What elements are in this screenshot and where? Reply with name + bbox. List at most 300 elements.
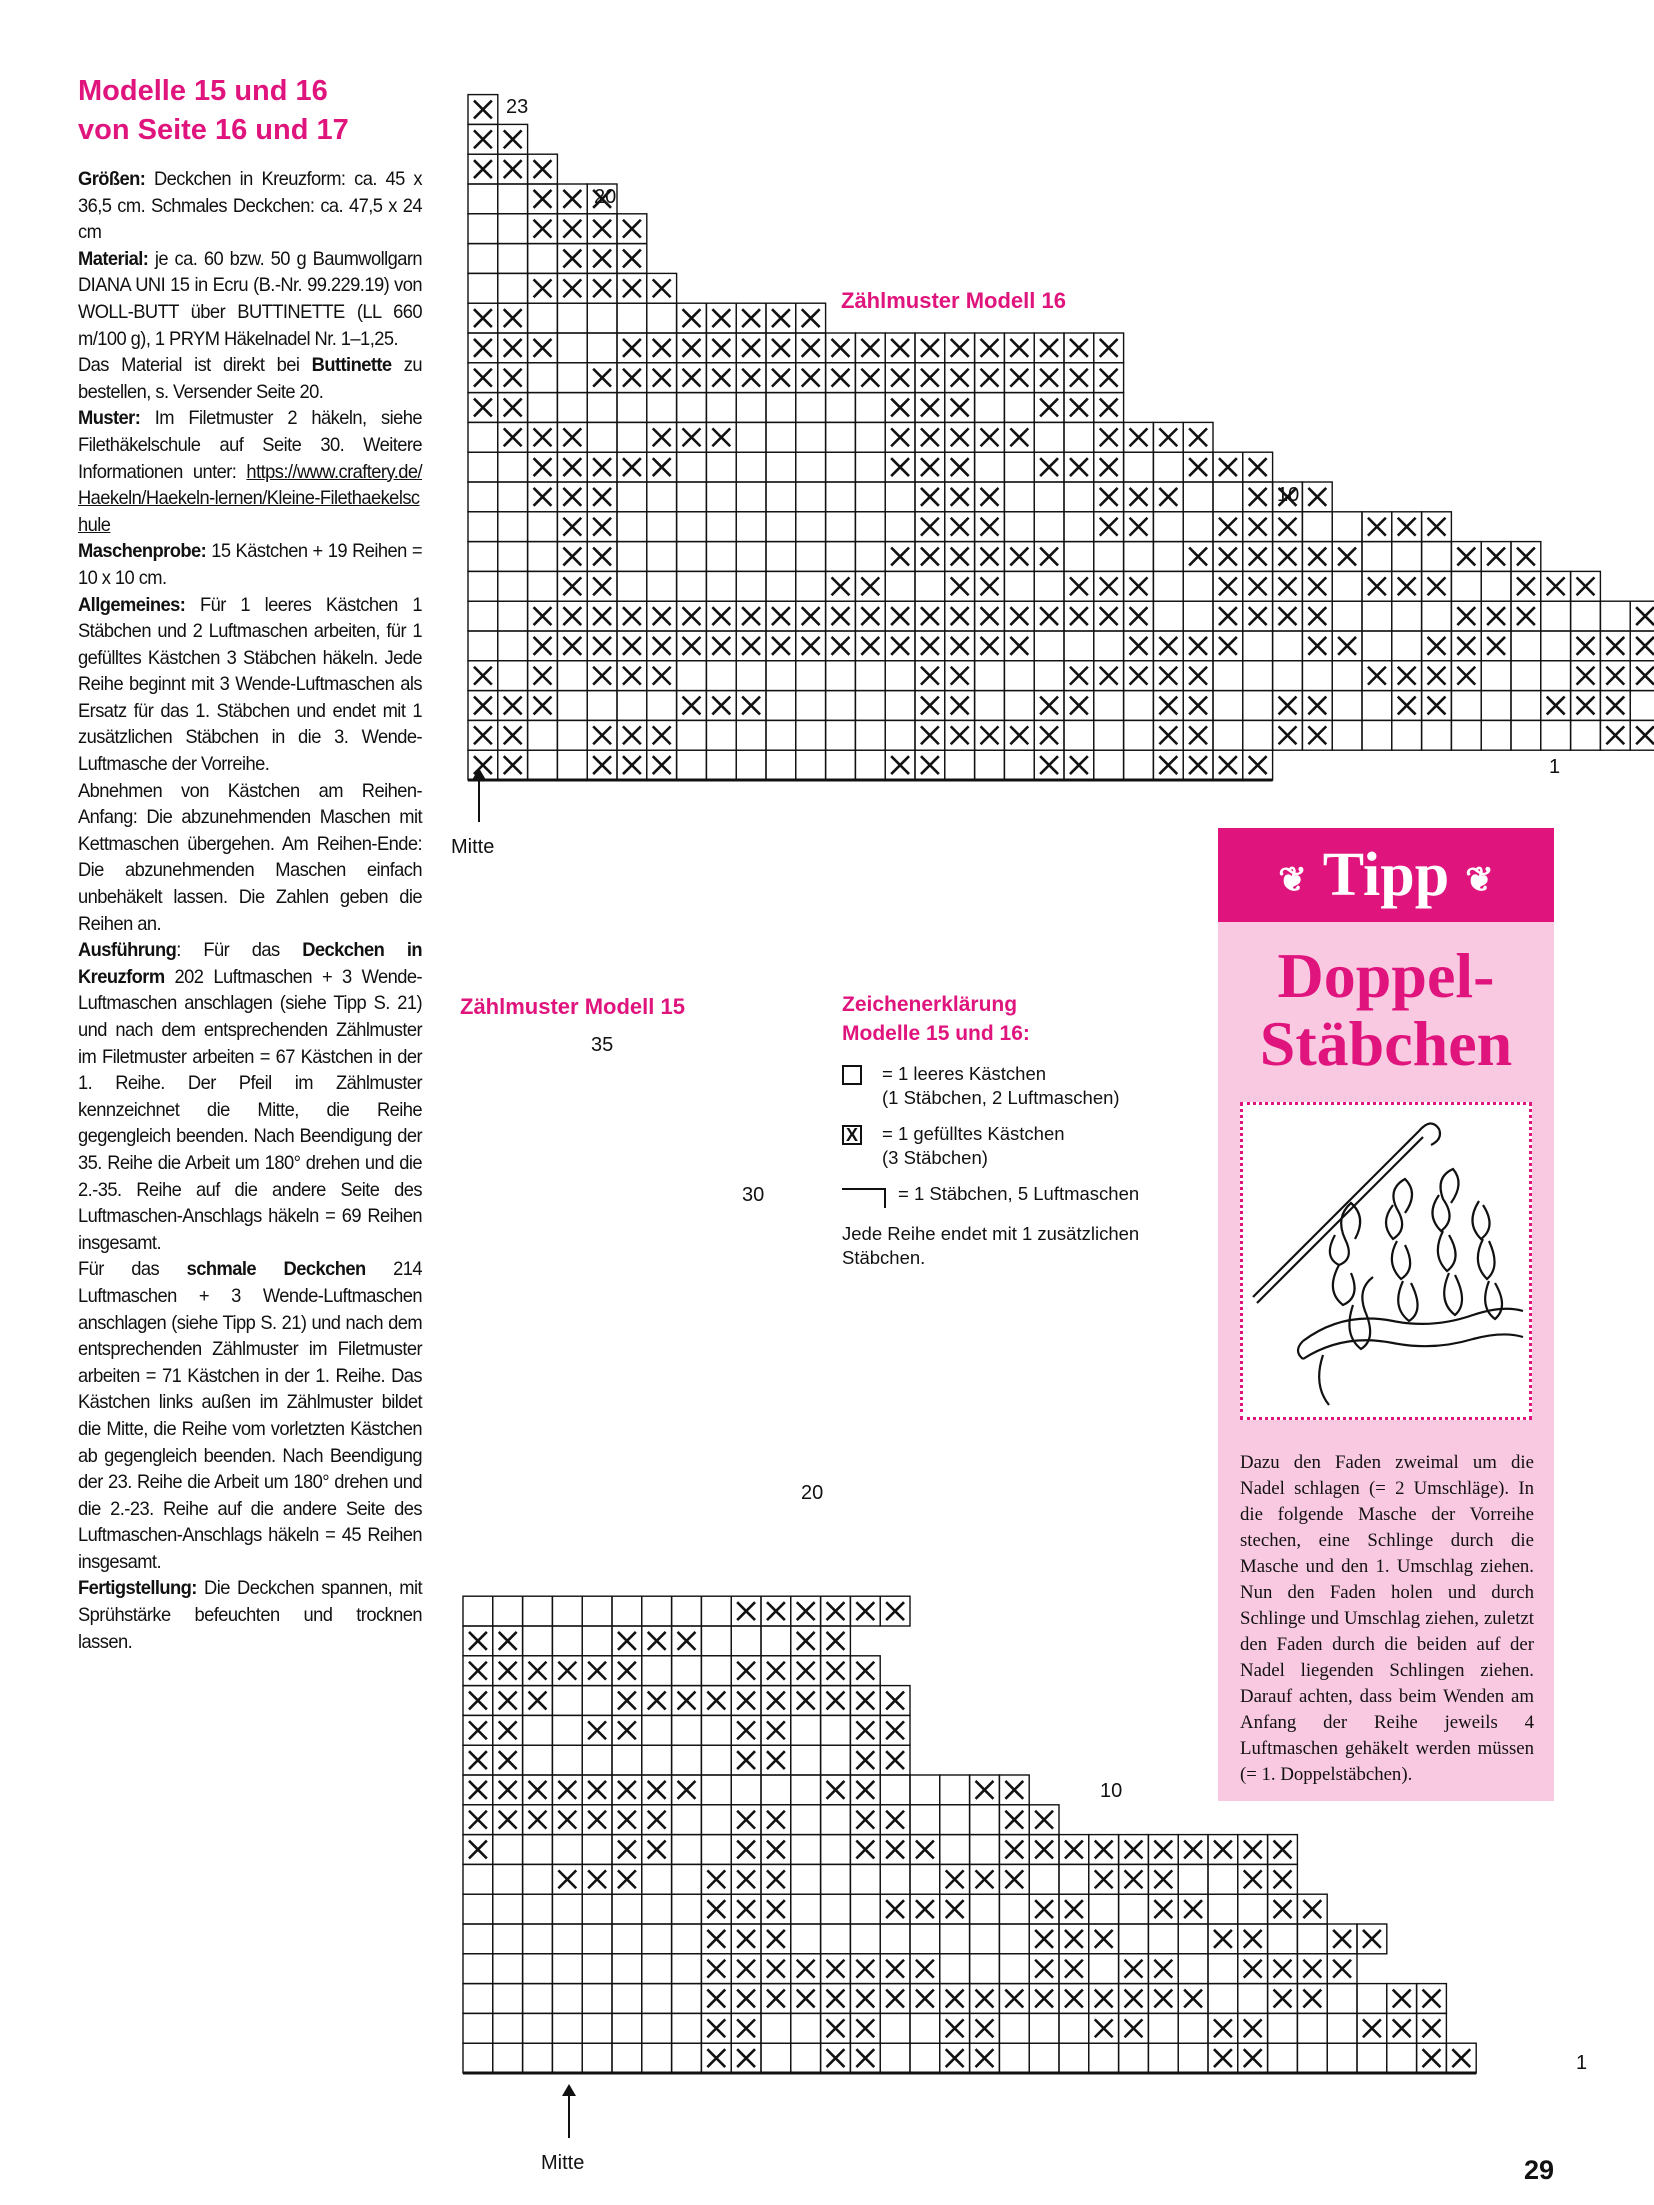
chart16-filled-mark-r4-c40 [1636,667,1654,685]
chart15-filled-mark-r4-c29 [1303,1960,1321,1978]
chart16-filled-mark-r1-c15 [891,756,909,774]
chart16-cell-r5-c21 [1064,631,1094,661]
chart15-filled-mark-r16-c12 [797,1602,815,1620]
chart16-cell-r12-c6 [617,422,647,452]
chart16-cell-r13-c14 [855,393,885,423]
chart15-filled-mark-r2-c32 [1393,2019,1411,2037]
chart16-filled-mark-r10-c17 [951,488,969,506]
chart15-filled-mark-r3-c19 [1005,1990,1023,2008]
chart15-cell-r16-c4 [552,1596,582,1626]
chart16-cell-r10-c1 [468,482,498,512]
chart15-filled-mark-r2-c27 [1244,2019,1262,2037]
chart16-cell-r6-c30 [1332,601,1362,631]
chart16-cell-r16-c5 [587,303,617,333]
chart16-cell-r8-c21 [1064,542,1094,572]
chart15-filled-mark-r4-c16 [916,1960,934,1978]
chart16-filled-mark-r5-c13 [832,637,850,655]
chart15-cell-r6-c23 [1119,1894,1149,1924]
chart16-filled-mark-r19-c6 [623,220,641,238]
chart15-cell-r5-c5 [582,1924,612,1954]
chart15-cell-r7-c3 [523,1864,553,1894]
chart15-filled-mark-r13-c2 [499,1692,517,1710]
chart16-filled-mark-r15-c9 [712,339,730,357]
chart16-filled-mark-r2-c28 [1279,726,1297,744]
chart16-filled-mark-r7-c18 [981,577,999,595]
tip-box [1218,828,1554,1801]
chart15-filled-mark-r2-c33 [1423,2019,1441,2037]
chart16-cell-r13-c6 [617,393,647,423]
chart16-cell-r8-c6 [617,542,647,572]
chart16-filled-mark-r13-c20 [1040,399,1058,417]
chart16-cell-r8-c23 [1124,542,1154,572]
chart16-cell-r4-c11 [766,661,796,691]
chart16-cell-r11-c24 [1153,452,1183,482]
chart15-cell-r3-c30 [1327,1984,1357,2014]
chart16-filled-mark-r4-c17 [951,667,969,685]
chart15-filled-mark-r15-c12 [797,1632,815,1650]
chart16-cell-r6-c33 [1422,601,1452,631]
chart16-cell-r4-c28 [1273,661,1303,691]
chart16-row-label-20: 20 [594,186,617,208]
chart16-cell-r3-c36 [1511,691,1541,721]
chart15-filled-mark-r3-c11 [767,1990,785,2008]
chart15-cell-r2-c7 [642,2013,672,2043]
chart16-filled-mark-r6-c27 [1249,607,1267,625]
chart16-cell-r4-c30 [1332,661,1362,691]
chart15-center-arrow [568,2086,570,2138]
chart16-cell-r2-c12 [796,720,826,750]
chart16-cell-r5-c37 [1541,631,1571,661]
chart15-cell-r4-c19 [999,1954,1029,1984]
chart16-cell-r7-c25 [1183,571,1213,601]
chart16-filled-mark-r11-c7 [653,458,671,476]
chart15-filled-mark-r4-c15 [886,1960,904,1978]
chart15-filled-mark-r8-c21 [1065,1841,1083,1859]
empty-box-icon [842,1065,862,1085]
chart15-filled-mark-r2-c26 [1214,2019,1232,2037]
chart16-filled-mark-r8-c26 [1219,548,1237,566]
chart15-filled-mark-r8-c19 [1005,1841,1023,1859]
chart16-cell-r9-c8 [677,512,707,542]
chart16-filled-mark-r15-c16 [921,339,939,357]
chart15-filled-mark-r13-c8 [678,1692,696,1710]
chart16-cell-r8-c22 [1094,542,1124,572]
chart15-cell-r3-c27 [1238,1984,1268,2014]
chart15-filled-mark-r5-c31 [1363,1930,1381,1948]
chart15-filled-mark-r7-c19 [1005,1870,1023,1888]
chart16-cell-r7-c2 [498,571,528,601]
chart15-cell-r8-c3 [523,1835,553,1865]
chart16-cell-r7-c19 [1004,571,1034,601]
chart16-cell-r2-c3 [528,720,558,750]
chart16-filled-mark-r16-c10 [742,309,760,327]
chart15-filled-mark-r12-c6 [618,1721,636,1739]
chart15-cell-r1-c1 [463,2043,493,2073]
chart15-filled-mark-r9-c11 [767,1811,785,1829]
chart16-cell-r20-c2 [498,184,528,214]
chart16-filled-mark-r13-c2 [504,399,522,417]
chart15-cell-r13-c5 [582,1686,612,1716]
chart15-cell-r8-c13 [821,1835,851,1865]
chart16-filled-mark-r8-c4 [563,548,581,566]
chart15-cell-r12-c13 [821,1715,851,1745]
chart15-cell-r3-c3 [523,1984,553,2014]
chart15-cell-r3-c2 [493,1984,523,2014]
chart15-filled-mark-r2-c17 [946,2019,964,2037]
chart16-filled-mark-r8-c5 [593,548,611,566]
chart16-title: Zählmuster Modell 16 [841,288,1066,313]
chart16-cell-r9-c6 [617,512,647,542]
chart16-cell-r13-c19 [1004,393,1034,423]
chart15-filled-mark-r6-c16 [916,1900,934,1918]
chart16-cell-r13-c4 [557,393,587,423]
chart16-filled-mark-r4-c5 [593,667,611,685]
chart16-filled-mark-r3-c39 [1606,697,1624,715]
chart16-cell-r10-c10 [736,482,766,512]
chart15-filled-mark-r10-c7 [648,1781,666,1799]
chart16-filled-mark-r3-c24 [1159,697,1177,715]
chart16-filled-mark-r13-c21 [1070,399,1088,417]
legend-open-bar: = 1 Stäbchen, 5 Luftmaschen [842,1182,1202,1206]
chart15-cell-r11-c13 [821,1745,851,1775]
chart15-cell-r4-c26 [1208,1954,1238,1984]
chart16-cell-r6-c2 [498,601,528,631]
chart15-cell-r6-c26 [1208,1894,1238,1924]
chart15-cell-r8-c18 [970,1835,1000,1865]
chart16-filled-mark-r10-c27 [1249,488,1267,506]
chart16-cell-r16-c6 [617,303,647,333]
chart16-filled-mark-r6-c19 [1010,607,1028,625]
chart16-filled-mark-r20-c3 [534,190,552,208]
chart15-cell-r7-c21 [1059,1864,1089,1894]
chart15-filled-mark-r4-c23 [1125,1960,1143,1978]
chart15-cell-r1-c30 [1327,2043,1357,2073]
chart16-filled-mark-r19-c4 [563,220,581,238]
chart15-cell-r5-c19 [999,1924,1029,1954]
chart16-filled-mark-r15-c15 [891,339,909,357]
chart16-cell-r1-c19 [1004,750,1034,780]
chart16-filled-mark-r4-c34 [1457,667,1475,685]
open-bar-icon [842,1188,886,1208]
chart16-cell-r2-c35 [1481,720,1511,750]
chart15-cell-r5-c23 [1119,1924,1149,1954]
chart16-cell-r4-c13 [826,661,856,691]
chart15-filled-mark-r10-c13 [827,1781,845,1799]
chart15-filled-mark-r13-c3 [529,1692,547,1710]
chart16-filled-mark-r2-c39 [1606,726,1624,744]
chart15-filled-mark-r15-c1 [469,1632,487,1650]
chart15-filled-mark-r13-c11 [767,1692,785,1710]
chart16-cell-r11-c1 [468,452,498,482]
chart15-cell-r9-c17 [940,1805,970,1835]
chart16-cell-r15-c4 [557,333,587,363]
chart15-cell-r4-c17 [940,1954,970,1984]
chart16-cell-r3-c26 [1213,691,1243,721]
chart15-cell-r16-c5 [582,1596,612,1626]
chart15-cell-r8-c5 [582,1835,612,1865]
tip-header: ❦ Tipp ❦ [1218,828,1554,922]
chart16-cell-r9-c29 [1302,512,1332,542]
chart16-filled-mark-r3-c9 [712,697,730,715]
chart15-cell-r16-c1 [463,1596,493,1626]
chart16-filled-mark-r6-c7 [653,607,671,625]
chart15-filled-mark-r9-c4 [558,1811,576,1829]
chart15-cell-r9-c16 [910,1805,940,1835]
chart16-cell-r16-c3 [528,303,558,333]
chart15-filled-mark-r11-c11 [767,1751,785,1769]
chart15-filled-mark-r1-c33 [1423,2049,1441,2067]
chart16-cell-r11-c18 [975,452,1005,482]
chart16-cell-r9-c11 [766,512,796,542]
chart16-cell-r18-c1 [468,244,498,274]
chart15-cell-r12-c12 [791,1715,821,1745]
chart15-filled-mark-r5-c20 [1035,1930,1053,1948]
chart15-filled-mark-r12-c5 [588,1721,606,1739]
chart16-cell-r5-c40 [1630,631,1654,661]
chart15-cell-r7-c13 [821,1864,851,1894]
chart15-cell-r2-c29 [1297,2013,1327,2043]
chart15-filled-mark-r6-c11 [767,1900,785,1918]
chart16-cell-r10-c6 [617,482,647,512]
chart16-cell-r2-c34 [1451,720,1481,750]
chart15-filled-mark-r10-c4 [558,1781,576,1799]
chart16-cell-r7-c11 [766,571,796,601]
chart16-filled-mark-r14-c10 [742,369,760,387]
chart15-filled-mark-r16-c14 [856,1602,874,1620]
chart16-filled-mark-r17-c5 [593,279,611,297]
chart16-cell-r5-c28 [1273,631,1303,661]
chart16-filled-mark-r14-c22 [1100,369,1118,387]
chart16-cell-r10-c13 [826,482,856,512]
chart16-filled-mark-r9-c17 [951,518,969,536]
chart15-cell-r5-c4 [552,1924,582,1954]
chart15-filled-mark-r1-c9 [707,2049,725,2067]
chart16-filled-mark-r4-c6 [623,667,641,685]
chart16-filled-mark-r9-c32 [1398,518,1416,536]
chart16-cell-r12-c10 [736,422,766,452]
chart16-cell-r3-c23 [1124,691,1154,721]
chart16-cell-r1-c12 [796,750,826,780]
chart16-cell-r8-c1 [468,542,498,572]
chart16-filled-mark-r1-c24 [1159,756,1177,774]
chart15-filled-mark-r16-c11 [767,1602,785,1620]
chart16-filled-mark-r7-c13 [832,577,850,595]
chart16-filled-mark-r16-c12 [802,309,820,327]
chart15-cell-r6-c2 [493,1894,523,1924]
chart16-filled-mark-r4-c23 [1130,667,1148,685]
chart15-cell-r7-c20 [1029,1864,1059,1894]
chart16-filled-mark-r8-c30 [1338,548,1356,566]
chart15-filled-mark-r1-c26 [1214,2049,1232,2067]
chart16-filled-mark-r13-c1 [474,399,492,417]
chart16-filled-mark-r3-c16 [921,697,939,715]
chart16-cell-r2-c15 [885,720,915,750]
chart16-filled-mark-r3-c28 [1279,697,1297,715]
chart16-cell-r5-c31 [1362,631,1392,661]
chart15-filled-mark-r2-c18 [976,2019,994,2037]
chart15-filled-mark-r14-c5 [588,1662,606,1680]
chart16-cell-r9-c30 [1332,512,1362,542]
chart16-filled-mark-r6-c34 [1457,607,1475,625]
chart15-filled-mark-r3-c12 [797,1990,815,2008]
chart16-filled-mark-r17-c3 [534,279,552,297]
chart16-filled-mark-r1-c5 [593,756,611,774]
chart15-cell-r1-c7 [642,2043,672,2073]
chart16-filled-mark-r15-c12 [802,339,820,357]
chart16-filled-mark-r7-c21 [1070,577,1088,595]
chart16-filled-mark-r5-c29 [1308,637,1326,655]
chart16-filled-mark-r7-c32 [1398,577,1416,595]
chart15-row-label-1: 1 [1576,2052,1588,2074]
chart16-filled-mark-r4-c1 [474,667,492,685]
chart16-filled-mark-r12-c16 [921,428,939,446]
chart16-cell-r11-c13 [826,452,856,482]
chart16-cell-r3-c7 [647,691,677,721]
chart16-cell-r10-c19 [1004,482,1034,512]
chart16-cell-r3-c30 [1332,691,1362,721]
chart15-filled-mark-r10-c18 [976,1781,994,1799]
chart15-cell-r7-c15 [880,1864,910,1894]
chart16-filled-mark-r15-c10 [742,339,760,357]
chart16-filled-mark-r7-c29 [1308,577,1326,595]
chart15-filled-mark-r9-c1 [469,1811,487,1829]
chart16-filled-mark-r3-c8 [683,697,701,715]
chart15-filled-mark-r7-c17 [946,1870,964,1888]
chart16-filled-mark-r8-c25 [1189,548,1207,566]
chart16-cell-r5-c1 [468,631,498,661]
chart16-cell-r4-c37 [1541,661,1571,691]
chart15-filled-mark-r16-c10 [737,1602,755,1620]
chart15-cell-r15-c10 [731,1626,761,1656]
chart16-cell-r10-c20 [1034,482,1064,512]
chart16-filled-mark-r6-c35 [1487,607,1505,625]
chart16-filled-mark-r7-c27 [1249,577,1267,595]
chart16-cell-r6-c31 [1362,601,1392,631]
chart15-filled-mark-r9-c6 [618,1811,636,1829]
chart15-cell-r12-c4 [552,1715,582,1745]
chart16-filled-mark-r2-c18 [981,726,999,744]
chart16-filled-mark-r14-c5 [593,369,611,387]
chart15-filled-mark-r13-c10 [737,1692,755,1710]
chart16-cell-r12-c1 [468,422,498,452]
chart16-filled-mark-r1-c6 [623,756,641,774]
chart15-filled-mark-r13-c14 [856,1692,874,1710]
chart15-cell-r2-c1 [463,2013,493,2043]
chart15-filled-mark-r6-c20 [1035,1900,1053,1918]
chart16-filled-mark-r10-c23 [1130,488,1148,506]
chart16-cell-r3-c11 [766,691,796,721]
chart16-filled-mark-r11-c25 [1189,458,1207,476]
chart16-cell-r10-c8 [677,482,707,512]
chart16-filled-mark-r13-c16 [921,399,939,417]
chart16-filled-mark-r8-c18 [981,548,999,566]
chart16-filled-mark-r11-c5 [593,458,611,476]
chart16-filled-mark-r2-c1 [474,726,492,744]
chart16-cell-r10-c9 [706,482,736,512]
chart15-cell-r3-c26 [1208,1984,1238,2014]
chart16-cell-r1-c11 [766,750,796,780]
chart15-cell-r8-c8 [672,1835,702,1865]
chart16-cell-r7-c3 [528,571,558,601]
chart16-cell-r2-c8 [677,720,707,750]
chart16-cell-r14-c4 [557,363,587,393]
chart16-filled-mark-r6-c4 [563,607,581,625]
chart16-cell-r7-c9 [706,571,736,601]
chart16-filled-mark-r21-c2 [504,160,522,178]
chart16-filled-mark-r5-c3 [534,637,552,655]
chart15-filled-mark-r8-c16 [916,1841,934,1859]
chart16-filled-mark-r9-c5 [593,518,611,536]
chart16-filled-mark-r14-c14 [861,369,879,387]
chart15-cell-r6-c22 [1089,1894,1119,1924]
chart16-cell-r3-c12 [796,691,826,721]
chart16-filled-mark-r10-c4 [563,488,581,506]
chart15-filled-mark-r10-c8 [678,1781,696,1799]
chart16-filled-mark-r14-c11 [772,369,790,387]
chart16-filled-mark-r2-c24 [1159,726,1177,744]
chart16-cell-r6-c25 [1183,601,1213,631]
chart16-filled-mark-r14-c21 [1070,369,1088,387]
chart15-cell-r9-c13 [821,1805,851,1835]
chart15-cell-r10-c9 [701,1775,731,1805]
chart16-filled-mark-r5-c11 [772,637,790,655]
chart16-filled-mark-r15-c19 [1010,339,1028,357]
tip-text: Dazu den Faden zweimal um die Nadel schlagen (= 2 Umschläge). In die folgende Masche der Vorreihe stechen, eine Schlinge durch die Masche und den 1. Umschlag ziehen. Nun den Faden holen und durch Schlinge und Umschlag ziehen, zuletzt den Faden durch die beiden auf der Nadel liegenden Schlingen ziehen. Darauf achten, dass beim Wenden am Anfang der Reihe jeweils 4 Luftmaschen gehäkelt werden müssen (= 1. Doppelstäbchen). [1240,1452,1534,1785]
chart15-filled-mark-r9-c14 [856,1811,874,1829]
chart16-filled-mark-r12-c15 [891,428,909,446]
chart15-filled-mark-r14-c6 [618,1662,636,1680]
chart16-cell-r8-c10 [736,542,766,572]
chart16-cell-r9-c10 [736,512,766,542]
chart16-filled-mark-r21-c3 [534,160,552,178]
chart16-filled-mark-r3-c29 [1308,697,1326,715]
chart16-filled-mark-r20-c4 [563,190,581,208]
chart15-filled-mark-r10-c6 [618,1781,636,1799]
chart15-filled-mark-r13-c1 [469,1692,487,1710]
chart16-filled-mark-r11-c16 [921,458,939,476]
chart16-filled-mark-r15-c21 [1070,339,1088,357]
chart16-cell-r17-c2 [498,273,528,303]
chart16-cell-r10-c25 [1183,482,1213,512]
chart15-cell-r1-c19 [999,2043,1029,2073]
chart15-filled-mark-r4-c30 [1333,1960,1351,1978]
chart16-cell-r6-c24 [1153,601,1183,631]
chart16-cell-r4-c9 [706,661,736,691]
chart15-cell-r10-c17 [940,1775,970,1805]
chart15-cell-r2-c20 [1029,2013,1059,2043]
chart16-filled-mark-r6-c16 [921,607,939,625]
chart16-filled-mark-r6-c36 [1517,607,1535,625]
chart15-cell-r6-c1 [463,1894,493,1924]
chart15-cell-r9-c8 [672,1805,702,1835]
chart16-filled-mark-r13-c15 [891,399,909,417]
chart15-cell-r4-c2 [493,1954,523,1984]
chart15-cell-r1-c28 [1268,2043,1298,2073]
chart16-cell-r13-c11 [766,393,796,423]
chart16-cell-r1-c23 [1124,750,1154,780]
chart15-filled-mark-r10-c3 [529,1781,547,1799]
chart16-filled-mark-r15-c18 [981,339,999,357]
chart15-filled-mark-r1-c34 [1452,2049,1470,2067]
chart15-filled-mark-r4-c20 [1035,1960,1053,1978]
filethaekelschule-link[interactable]: https://www.craftery.de/Haekeln/Haekeln-lernen/Kleine-Filethaekelschule [78,460,423,536]
chart16-cell-r7-c8 [677,571,707,601]
chart15-filled-mark-r7-c22 [1095,1870,1113,1888]
chart16-cell-r6-c37 [1541,601,1571,631]
chart16-filled-mark-r14-c20 [1040,369,1058,387]
chart15-cell-r15-c3 [523,1626,553,1656]
chart16-filled-mark-r7-c37 [1547,577,1565,595]
